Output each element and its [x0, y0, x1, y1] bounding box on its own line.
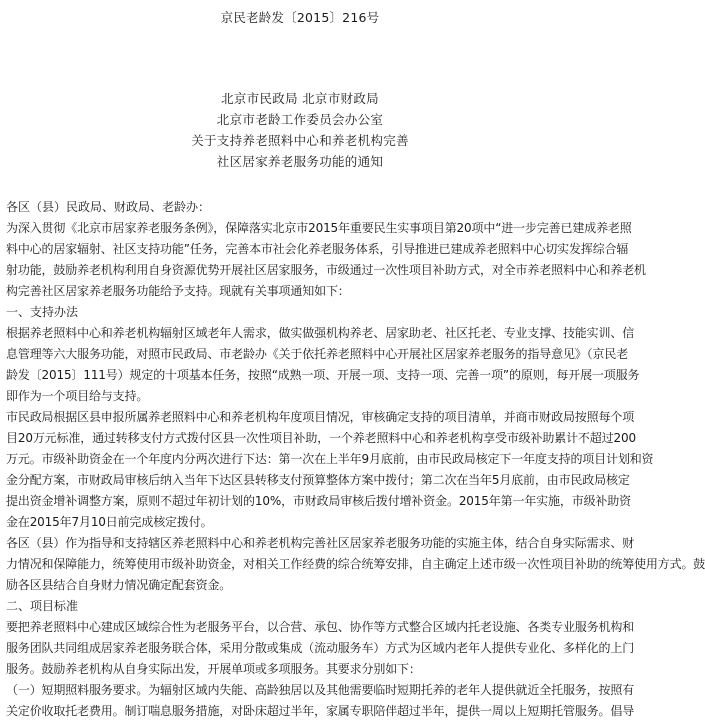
paragraph-line: 服务团队共同组成居家养老服务联合体，采用分散或集成（流动服务车）方式为区域内老年人提供专业化、多样化的上门 — [6, 641, 635, 655]
paragraph-line: 息管理等六大服务功能，对照市民政局、市老龄办《关于依托养老照料中心开展社区居家养老服务的指导意见》（京民老 — [6, 347, 629, 361]
paragraph-line: 即作为一个项目给与支持。 — [6, 389, 149, 403]
paragraph-line: 根据养老照料中心和养老机构辐射区域老年人需求，做实做强机构养老、居家助老、社区托老、专业支撑、技能实训、信 — [6, 326, 635, 340]
paragraph-line: 市民政局根据区县申报所属养老照料中心和养老机构年度项目情况，审核确定支持的项目清单，并商市财政局按照每个项 — [6, 410, 635, 424]
paragraph-line: 要把养老照料中心建成区域综合性为老服务平台，以合营、承包、协作等方式整合区域内托老设施、各类专业服务机构和 — [6, 620, 635, 634]
paragraph-line: 金在2015年7月10日前完成核定拨付。 — [6, 515, 213, 529]
document-header — [6, 88, 594, 172]
paragraph-line: 金分配方案，市财政局审核后纳入当年下达区县转移支付预算整体方案中拨付；第二次在当年5月底前，由市民政局核定 — [6, 473, 630, 487]
section-heading-project-standard: 二、项目标准 — [6, 599, 79, 613]
title-line-1: 关于支持养老照料中心和养老机构完善 — [191, 133, 409, 148]
paragraph-line: （一）短期照料服务要求。为辐射区域内失能、高龄独居以及其他需要临时短期托养的老年人提供就近全托服务，按照有 — [6, 683, 635, 697]
paragraph-line: 力情况和保障能力，统筹使用市级补助资金，对相关工作经费的综合统筹安排，自主确定上述市级一次性项目补助的统筹使用方式。鼓 — [6, 557, 705, 571]
intro-line: 构完善社区居家养老服务功能给予支持。现就有关事项通知如下： — [6, 284, 350, 298]
intro-line: 为深入贯彻《北京市居家养老服务条例》，保障落实北京市2015年重要民生实事项目第20项中“进一步完善已建成养老照 — [6, 221, 632, 235]
issuer-line-1: 北京市民政局 北京市财政局 — [221, 91, 379, 106]
paragraph-line: 各区（县）作为指导和支持辖区养老照料中心和养老机构完善社区居家养老服务功能的实施主体，结合自身实际需求、财 — [6, 536, 635, 550]
issuer-line-2: 北京市老龄工作委员会办公室 — [216, 112, 384, 127]
intro-line: 料中心的居家辐射、社区支持功能”任务，完善本市社会化养老服务体系，引导推进已建成养老照料中心切实发挥综合辐 — [6, 242, 629, 256]
paragraph-line: 关定价收取托老费用。制订喘息服务措施，对卧床超过半年，家属专职陪伴超过半年，提供一周以上短期托管服务。倡导 — [6, 704, 635, 718]
title-line-2: 社区居家养老服务功能的通知 — [216, 154, 384, 169]
paragraph-line: 龄发〔2015〕111号）规定的十项基本任务，按照“成熟一项、开展一项、支持一项、完善一项”的原则，每开展一项服务 — [6, 368, 640, 382]
section-heading-support-method: 一、支持办法 — [6, 305, 79, 319]
paragraph-line: 目20万元标准，通过转移支付方式拨付区县一次性项目补助，一个养老照料中心和养老机构享受市级补助累计不超过200 — [6, 431, 636, 445]
paragraph-line: 励各区县结合自身财力情况确定配套资金。 — [6, 578, 232, 592]
paragraph-line: 服务。鼓励养老机构从自身实际出发，开展单项或多项服务。其要求分别如下： — [6, 662, 421, 676]
notice-document — [6, 0, 705, 722]
paragraph-line: 万元。市级补助资金在一个年度内分两次进行下达：第一次在上半年9月底前，由市民政局核定下一年度支持的项目计划和资 — [6, 452, 654, 466]
salutation: 各区（县）民政局、财政局、老龄办： — [6, 200, 211, 214]
intro-line: 射功能，鼓励养老机构利用自身资源优势开展社区居家服务，市级通过一次性项目补助方式，对全市养老照料中心和养老机 — [6, 263, 646, 277]
document-body — [6, 218, 705, 722]
paragraph-line: 提出资金增补调整方案，原则不超过年初计划的10%，市财政局审核后拨付增补资金。2015年第一年实施，市级补助资 — [6, 494, 631, 508]
document-number: 京民老龄发〔2015〕216号 — [220, 10, 380, 25]
